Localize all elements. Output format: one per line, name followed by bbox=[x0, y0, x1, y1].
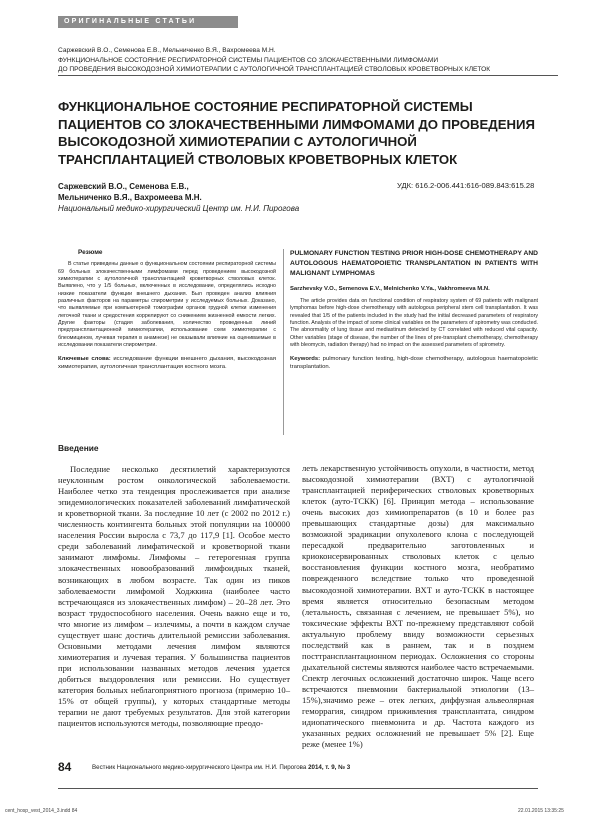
abstract-divider bbox=[283, 249, 284, 435]
body-column-right bbox=[302, 463, 534, 750]
running-head-authors: Саржевский В.О., Семенова Е.В., Мельниченко В.Я., Вахромеева М.Н. bbox=[58, 47, 276, 54]
intro-left-text: Последние несколько десятилетий характеризуются неуклонным ростом онкологической заболеваемости. Наиболее четко эта тенденция прослеживается при анализе эпидемиологических показателей заболеваний лимфатической и кроветворной ткани. За последние 10 лет (с 2002 по 2012 г.) численность контингента больных этой популяции на 100000 населения России выросла с 73,7 до 117,9 [1]. Особое место среди заболеваний лимфатической и кроветворной ткани занимают лимфомы. Лимфомы – гетерогенная группа злокачественных новообразований лимфоидных тканей, возникающих в любом возрасте. Так один из пиков заболеваемости лимфомой Ходжкина (наиболее часто встречающаяся из злокачественных лимфом) – 20–28 лет. Это возраст трудоспособного населения. Очень важно еще и то, что многие из лимфом – излечимы, а почти в каждом случае существует шанс достичь длительной ремиссии заболевания. Основными методами лечения лимфом являются химиотерапия и лучевая терапия. У большинства пациентов при использовании названных методов лечения удается добиться выздоровления или ремиссии. Но существует категория больных неблагоприятного прогноза (примерно 10–15% от общей группы), у которых стандартные методы терапии не дают требуемых результатов. Для этой категории пациентов используются методы, позволяющие преодо- bbox=[58, 464, 290, 729]
print-date: 22.01.2015 13:35:25 bbox=[518, 808, 564, 814]
abstract-en-keywords bbox=[290, 355, 538, 371]
page-number: 84 bbox=[58, 760, 72, 774]
running-head bbox=[58, 46, 558, 76]
section-tag: ОРИГИНАЛЬНЫЕ СТАТЬИ bbox=[58, 16, 238, 28]
footer-rule bbox=[58, 788, 538, 789]
institution: Национальный медико-хирургический Центр им. Н.И. Пирогова bbox=[58, 204, 300, 214]
authors-block bbox=[58, 181, 318, 215]
running-head-line2: ДО ПРОВЕДЕНИЯ ВЫСОКОДОЗНОЙ ХИМИОТЕРАПИИ С АУТОЛОГИЧНОЙ ТРАНСПЛАНТАЦИЕЙ СТВОЛОВЫХ КРОВЕТВОРНЫХ КЛЕТОК bbox=[58, 65, 558, 76]
article-title: ФУНКЦИОНАЛЬНОЕ СОСТОЯНИЕ РЕСПИРАТОРНОЙ СИСТЕМЫ ПАЦИЕНТОВ СО ЗЛОКАЧЕСТВЕННЫМИ ЛИМФОМАМИ ДО ПРОВЕДЕНИЯ ВЫСОКОДОЗНОЙ ХИМИОТЕРАПИИ С АУТОЛОГИЧНОЙ ТРАНСПЛАНТАЦИЕЙ СТВОЛОВЫХ КРОВЕТВОРНЫХ КЛЕТОК bbox=[58, 99, 535, 167]
abstract-ru-keywords-label: Ключевые слова: bbox=[58, 356, 111, 363]
abstract-en-text: The article provides data on functional condition of respiratory system of 69 patients with malignant lymphomas before high-dose chemotherapy with autologous peripheral stem cell transplantation. It was revealed that 1/5 of the patients included in the study had the initial decreased parameters of respiratory function. Analysis of the impact of some clinical variables on the parameters of spirometry was conducted. The abnormality of lung tissue and mediastinum detected by CT correlated with reduced vital capacity. Other variables (stage of disease, the number of the lines of pre-transplant chemotherapy, chemotherapy with bleomycin, radiation therapy) had no impact on the assessed parameters of spirometry. bbox=[290, 297, 538, 349]
body-column-left bbox=[58, 443, 290, 729]
running-head-line1: ФУНКЦИОНАЛЬНОЕ СОСТОЯНИЕ РЕСПИРАТОРНОЙ СИСТЕМЫ ПАЦИЕНТОВ СО ЗЛОКАЧЕСТВЕННЫМИ ЛИМФОМАМИ bbox=[58, 56, 439, 64]
abstract-ru-heading: Резюме bbox=[78, 249, 103, 256]
abstract-en-keywords-label: Keywords: bbox=[290, 356, 321, 363]
journal-footer bbox=[92, 764, 350, 771]
intro-heading: Введение bbox=[58, 443, 99, 453]
journal-issue: 2014, т. 9, № 3 bbox=[308, 764, 351, 771]
authors-line2: Мельниченко В.Я., Вахромеева М.Н. bbox=[58, 193, 202, 203]
print-file: cent_hosp_vest_2014_3.indd 84 bbox=[5, 808, 78, 814]
abstract-ru-keywords bbox=[58, 355, 276, 371]
print-info bbox=[5, 808, 601, 814]
abstract-en-keywords-text: pulmonary function testing, high-dose chemotherapy, autologous haematopoietic transplantation. bbox=[290, 356, 538, 371]
abstract-ru bbox=[58, 249, 276, 371]
abstract-en-title: PULMONARY FUNCTION TESTING PRIOR HIGH-DOSE CHEMOTHERAPY AND AUTOLOGOUS HAEMATOPOIETIC TRANSPLANTATION IN PATIENTS WITH MALIGNANT LYMPHOMAS bbox=[290, 250, 538, 278]
udk-code: УДК: 616.2-006.441:616-089.843:615.28 bbox=[397, 181, 535, 190]
abstract-en-authors: Sarzhevsky V.O., Semenova E.V., Melnichenko V.Ya., Vakhromeeva M.N. bbox=[290, 285, 490, 292]
abstract-ru-keywords-text: исследование функции внешнего дыхания, высокодозная химиотерапия, аутологичная трансплантация костного мозга. bbox=[58, 356, 276, 371]
journal-name: Вестник Национального медико-хирургического Центра им. Н.И. Пирогова bbox=[92, 764, 307, 771]
authors-line1: Саржевский В.О., Семенова Е.В., bbox=[58, 182, 189, 191]
abstract-en bbox=[290, 249, 538, 371]
abstract-ru-text: В статье приведены данные о функциональном состоянии респираторной системы 69 больных злокачественными лимфомами перед проведением высокодозной химиотерапии с аутологичной трансплантацией кроветворных стволовых клеток. Выявлено, что у 1/5 больных, включенных в исследование, определялись исходно низкие показатели функции внешнего дыхания. Был проведен анализ влияния различных факторов на параметры спирометрии у исследуемых больных. Доказано, что выявляемые при компьютерной томографии органов грудной клетки изменения легочной ткани и средостения коррелируют со снижением жизненной емкости легких. Другие факторы (стадия заболевания, количество проведенных линий предтрансплантационной химиотерапии, использование схем химиотерапии с блеомицином, лучевая терапия в анамнезе) не оказывали влияние на оцениваемые в исследовании показатели спирометрии. bbox=[58, 261, 276, 349]
intro-right-text: леть лекарственную устойчивость опухоли, в частности, метод высокодозной химиотерапии (ВХТ) с аутологичной трансплантацией периферических стволовых кроветворных клеток (ауто-ТСКК) [6]. Принцип метода – использование очень высоких доз химиопрепаратов (в 10 и более раз превышающих стандартные дозы) для максимально возможной эрадикации опухолевого клона с последующей пересадкой предварительно заготовленных и криоконсервированных стволовых клеток с целью восстановления функции костного мозга, необратимо поврежденного вследствие только что проведенной высокодозной химиотерапии. ВХТ и ауто-ТСКК в настоящее время является относительно безопасным методом (летальность, связанная с лечением, не превышает 5%), но токсические эффекты ВХТ по-прежнему представляют собой актуальную проблему ввиду возможности серьезных последствий как в раннем, так и в позднем посттрансплантационном периодах. Осложнения со стороны дыхательной системы являются наиболее часто встречаемыми. Спектр легочных осложнений достаточно широк. Чаще всего встречаются пневмонии бактериальной этиологии (13–15%),значимо реже – отек легких, диффузная альвеолярная геморрагия, синдром приживления трансплантата, синдром идиопатического пневмонита и др. Частота каждого из указанных редких осложнений не превышает 5% [2]. Еще реже (менее 1%) bbox=[302, 463, 534, 750]
